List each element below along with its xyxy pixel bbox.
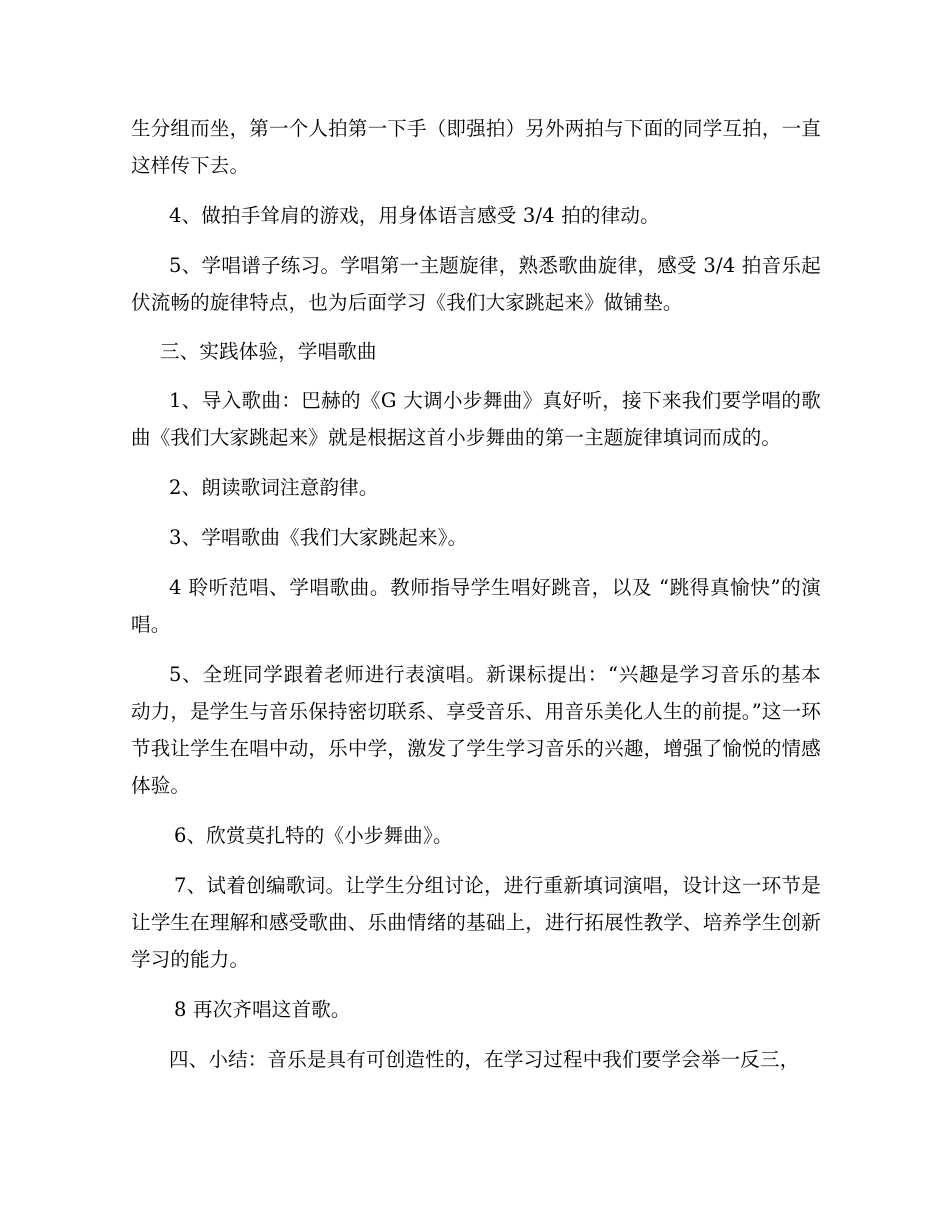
paragraph-step-3-learn-song: 3、学唱歌曲《我们大家跳起来》。 (169, 526, 468, 549)
paragraph-summary: 四、小结：音乐是具有可创造性的，在学习过程中我们要学会举一反三， (169, 1048, 800, 1071)
paragraph-step-6-appreciate: 6、欣赏莫扎特的《小步舞曲》。 (174, 824, 453, 847)
paragraph-step-1-intro-song: 1、导入歌曲：巴赫的《G 大调小步舞曲》真好听，接下来我们要学唱的歌曲《我们大家跳起来》就是根据这首小步舞曲的第一主题旋律填词而成的。 (131, 389, 821, 449)
paragraph-step-8-sing-again: 8 再次齐唱这首歌。 (174, 998, 351, 1021)
paragraph-step-5-score-practice: 5、学唱谱子练习。学唱第一主题旋律，熟悉歌曲旋律，感受 3/4 拍音乐起伏流畅的旋律特点，也为后面学习《我们大家跳起来》做铺垫。 (131, 254, 821, 314)
paragraph-step-5-performance: 5、全班同学跟着老师进行表演唱。新课标提出：“兴趣是学习音乐的基本动力，是学生与音乐保持密切联系、享受音乐、用音乐美化人生的前提。”这一环节我让学生在唱中动，乐中学，激发了学生学习音乐的兴趣，增强了愉悦的情感体验。 (131, 663, 821, 797)
paragraph-step-2-read-lyrics: 2、朗读歌词注意韵律。 (169, 476, 379, 499)
paragraph-group-clapping: 生分组而坐，第一个人拍第一下手（即强拍）另外两拍与下面的同学互拍，一直这样传下去。 (131, 117, 821, 177)
paragraph-step-7-create-lyrics: 7、试着创编歌词。让学生分组讨论，进行重新填词演唱，设计这一环节是让学生在理解和感受歌曲、乐曲情绪的基础上，进行拓展性教学、培养学生创新学习的能力。 (131, 874, 821, 971)
section-heading-practice: 三、实践体验，学唱歌曲 (160, 340, 377, 363)
paragraph-step-4-listen-sing: 4 聆听范唱、学唱歌曲。教师指导学生唱好跳音，以及 “跳得真愉快”的演唱。 (131, 576, 821, 636)
paragraph-step-4-clap-shrug: 4、做拍手耸肩的游戏，用身体语言感受 3/4 拍的律动。 (169, 204, 660, 227)
document-body (131, 110, 821, 1078)
